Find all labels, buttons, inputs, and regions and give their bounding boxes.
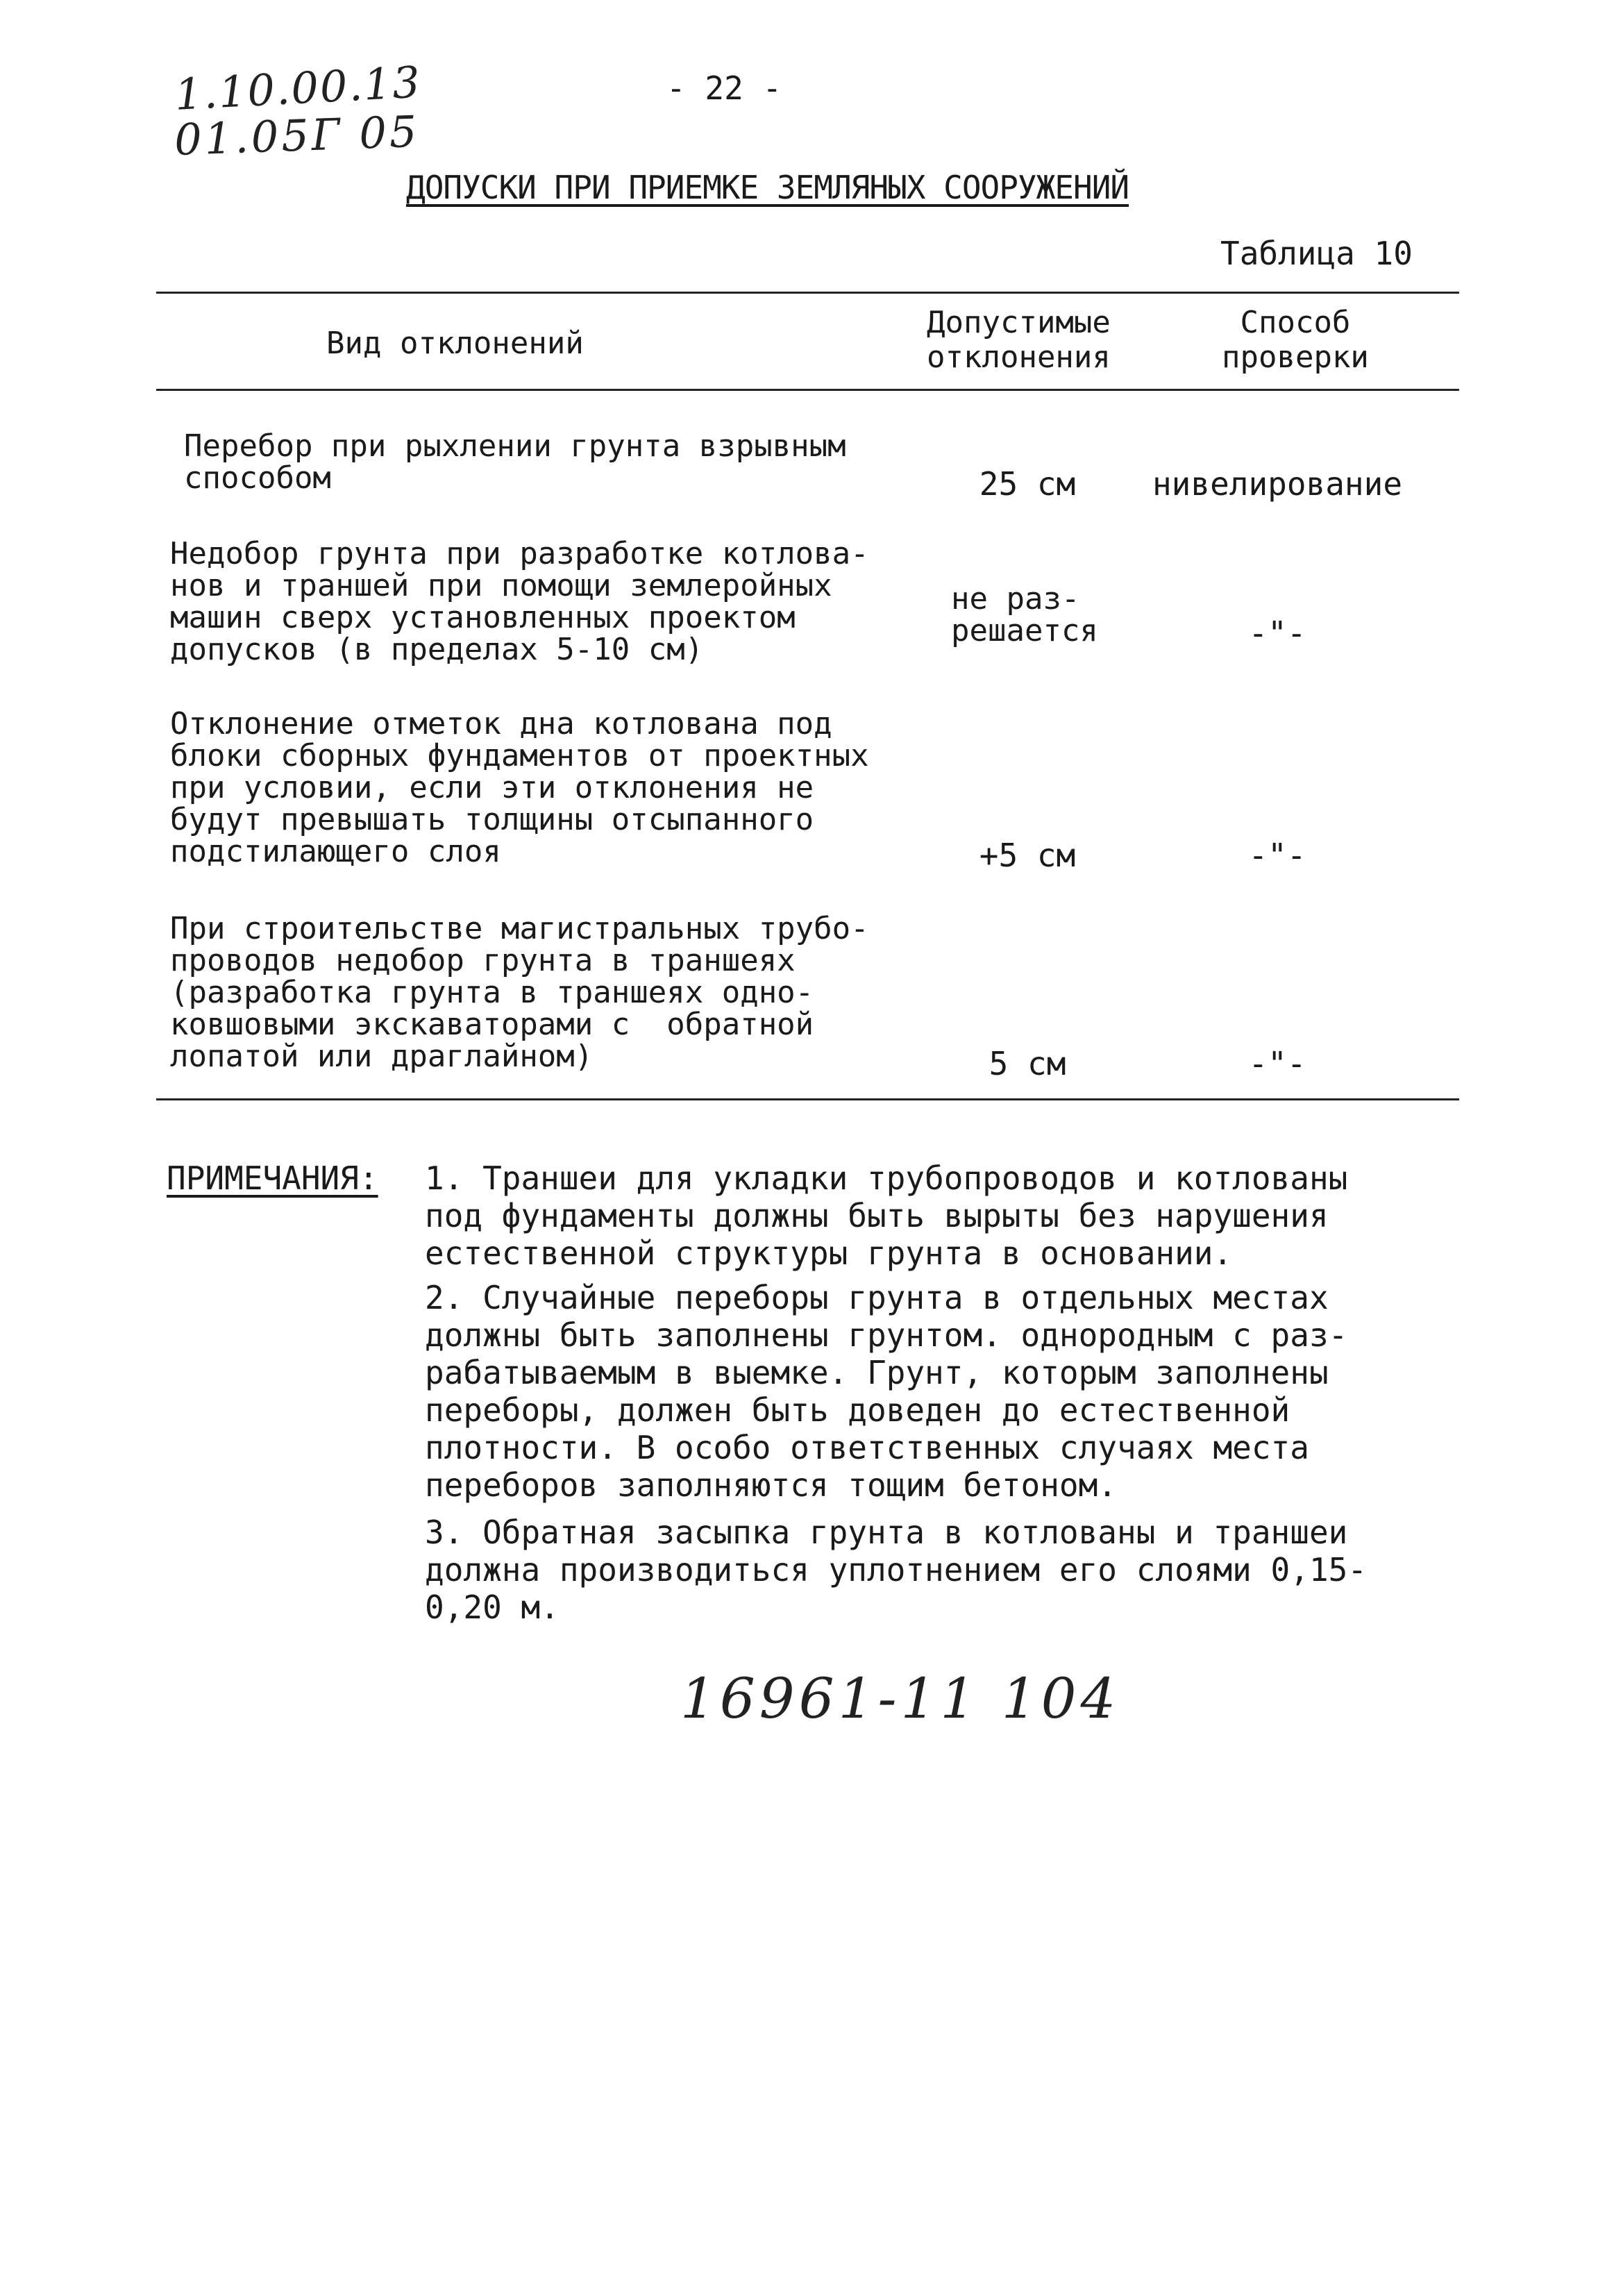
table-row-desc: При строительстве магистральных трубо- проводов недобор грунта в траншеях (разработка грунта в траншеях одно- ковшовыми экскаваторами с обратной лопатой или драглайном) (170, 911, 869, 1074)
table-row-tolerance: не раз- решается (951, 581, 1098, 648)
page-title: ДОПУСКИ ПРИ ПРИЕМКЕ ЗЕМЛЯНЫХ СООРУЖЕНИЙ (406, 169, 1129, 206)
table-row-desc: Отклонение отметок дна котлована под блоки сборных фундаментов от проектных при условии, если эти отклонения не будут превышать толщины отсыпанного подстилающего слоя (170, 706, 869, 869)
header-bottom-rule (156, 389, 1459, 391)
document-code-handwritten: 01.05Г 05 (174, 106, 421, 165)
note-item: 3. Обратная засыпка грунта в котлованы и траншеи должна производиться уплотнением его слоями 0,15- 0,20 м. (425, 1514, 1368, 1626)
note-item: 2. Случайные переборы грунта в отдельных местах должны быть заполнены грунтом. однородным с раз- рабатываемым в выемке. Грунт, которым заполнены переборы, должен быть доведен до естественной плотности. В особо ответственных случаях места переборов заполняются тощим бетоном. (425, 1279, 1348, 1504)
table-row-tolerance: +5 см (979, 837, 1076, 874)
footer-handwritten-number: 16961-11 104 (680, 1666, 1120, 1731)
table-row-tolerance: 5 см (989, 1045, 1066, 1082)
table-row-desc: Недобор грунта при разработке котлова- нов и траншей при помощи землеройных машин сверх установленных проектом допусков (в пределах 5-10 см) (170, 536, 869, 667)
table-number: Таблица 10 (1220, 235, 1413, 272)
document-code-handwritten: 1.10.00.13 (174, 56, 423, 120)
table-row-desc: Перебор при рыхлении грунта взрывным способом (184, 428, 846, 496)
table-row-method: -"- (1248, 614, 1306, 652)
notes-label: ПРИМЕЧАНИЯ: (167, 1159, 378, 1197)
table-row-tolerance: 25 см (979, 465, 1076, 503)
header-tolerance: Допустимые отклонения (927, 305, 1111, 375)
note-item: 1. Траншеи для укладки трубопроводов и котлованы под фундаменты должны быть вырыты без нарушения естественной структуры грунта в основании. (425, 1159, 1348, 1272)
page-number: - 22 - (666, 69, 782, 107)
table-row-method: -"- (1248, 837, 1306, 874)
table-top-rule (156, 292, 1459, 294)
table-row-method: нивелирование (1152, 465, 1403, 503)
table-bottom-rule (156, 1098, 1459, 1100)
table-row-method: -"- (1248, 1045, 1306, 1082)
header-check-method: Способ проверки (1222, 305, 1369, 375)
header-deviation-type: Вид отклонений (326, 326, 584, 361)
